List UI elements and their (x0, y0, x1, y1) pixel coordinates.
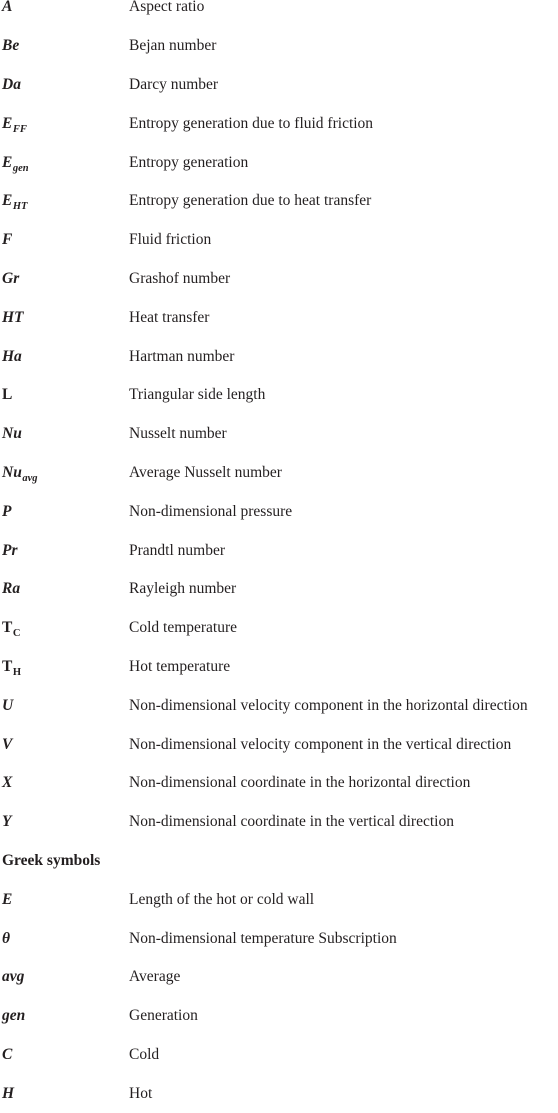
symbol (2, 37, 19, 55)
symbol-description: Entropy generation (129, 153, 249, 171)
nomenclature-row (0, 492, 558, 531)
symbol-subscript: C (12, 628, 21, 640)
symbol-description: Aspect ratio (129, 0, 205, 16)
nomenclature-row (0, 221, 558, 260)
symbol-description: Cold temperature (129, 619, 238, 637)
greek-symbols-heading: Greek symbols (2, 851, 101, 869)
symbol-description: Triangular side length (129, 386, 266, 404)
nomenclature-row (0, 182, 558, 221)
symbol (2, 0, 12, 16)
nomenclature-row (0, 454, 558, 493)
symbol-description: Non-dimensional temperature Subscription (129, 929, 397, 947)
symbol-main: C (2, 1045, 13, 1063)
symbol-main: Ha (2, 347, 22, 365)
symbol (2, 580, 20, 598)
nomenclature-row (0, 803, 558, 842)
symbol-main: θ (2, 929, 11, 947)
nomenclature-row (0, 919, 558, 958)
symbol (2, 386, 12, 404)
symbol-main: L (2, 386, 13, 404)
symbol (2, 1007, 25, 1025)
symbol-main: U (2, 696, 14, 714)
symbol-description: Cold (129, 1045, 160, 1063)
symbol-main: H (2, 1084, 15, 1102)
nomenclature-row (0, 27, 558, 66)
nomenclature-row (0, 66, 558, 105)
symbol (2, 968, 24, 986)
symbol-description: Non-dimensional pressure (129, 502, 293, 520)
symbol (2, 231, 12, 249)
section-heading-row (0, 842, 558, 881)
symbol-main: HT (2, 308, 24, 326)
symbol-main: A (2, 0, 13, 16)
symbol (2, 1085, 14, 1103)
symbol-description: Nusselt number (129, 425, 227, 443)
symbol-main: T (2, 619, 13, 637)
symbol-main: Gr (2, 269, 20, 287)
symbol-main: E (2, 890, 13, 908)
symbol-main: Y (2, 813, 12, 831)
nomenclature-row (0, 1036, 558, 1075)
nomenclature-row (0, 764, 558, 803)
nomenclature-row (0, 298, 558, 337)
symbol-description: Length of the hot or cold wall (129, 890, 315, 908)
symbol-main: gen (2, 1007, 26, 1025)
nomenclature-row (0, 570, 558, 609)
symbol (2, 930, 10, 948)
symbol (2, 192, 28, 213)
symbol-main: F (2, 231, 13, 249)
symbol-description: Average (129, 968, 181, 986)
symbol-description: Heat transfer (129, 308, 210, 326)
symbol-description: Grashof number (129, 269, 231, 287)
symbol (2, 697, 13, 715)
nomenclature-row (0, 104, 558, 143)
symbol-subscript: FF (12, 123, 27, 135)
symbol-description: Generation (129, 1007, 198, 1025)
symbol (2, 115, 27, 133)
nomenclature-row (0, 376, 558, 415)
nomenclature-row (0, 880, 558, 919)
symbol (2, 891, 12, 909)
symbol (2, 542, 18, 560)
symbol-description: Fluid friction (129, 231, 212, 249)
symbol (2, 154, 29, 172)
symbol-description: Darcy number (129, 75, 219, 93)
symbol (2, 270, 19, 288)
symbol-main: X (2, 774, 13, 792)
symbol-main: E (2, 153, 13, 171)
nomenclature-row (0, 1074, 558, 1113)
nomenclature-row (0, 958, 558, 997)
symbol-main: Da (2, 75, 21, 93)
symbol-description: Prandtl number (129, 541, 225, 559)
nomenclature-row (0, 997, 558, 1036)
symbol-description: Non-dimensional velocity component in the vertical direction (129, 735, 512, 753)
symbol-main: E (2, 192, 13, 210)
symbol-description: Bejan number (129, 37, 217, 55)
symbol (2, 1046, 12, 1064)
symbol-description: Entropy generation due to heat transfer (129, 192, 372, 210)
symbol (2, 425, 22, 443)
symbol-main: P (2, 502, 12, 520)
nomenclature-row (0, 415, 558, 454)
symbol (2, 503, 11, 521)
symbol-main: avg (2, 968, 25, 986)
symbol-description: Non-dimensional coordinate in the vertical direction (129, 813, 454, 831)
symbol-description: Entropy generation due to fluid friction (129, 114, 374, 132)
symbol-description: Hot (129, 1084, 153, 1102)
nomenclature-row (0, 725, 558, 764)
symbol-subscript: H (12, 666, 22, 678)
symbol-description: Hot temperature (129, 657, 231, 675)
nomenclature-row (0, 609, 558, 648)
nomenclature-row (0, 531, 558, 570)
symbol-subscript: avg (22, 472, 38, 484)
symbol-description: Rayleigh number (129, 580, 237, 598)
symbol-main: E (2, 114, 13, 132)
symbol-subscript: HT (12, 201, 28, 213)
symbol-description: Average Nusselt number (129, 463, 282, 481)
symbol (2, 736, 12, 754)
symbol (2, 658, 21, 676)
nomenclature-row (0, 260, 558, 299)
symbol-main: Ra (2, 580, 21, 598)
symbol-main: Be (2, 37, 20, 55)
symbol-description: Hartman number (129, 347, 235, 365)
symbol (2, 813, 11, 831)
symbol-description: Non-dimensional velocity component in the horizontal direction (129, 696, 528, 714)
symbol (2, 774, 12, 792)
nomenclature-row (0, 686, 558, 725)
symbol-description: Non-dimensional coordinate in the horizontal direction (129, 774, 471, 792)
symbol (2, 464, 38, 482)
nomenclature-row (0, 0, 558, 27)
nomenclature-row (0, 143, 558, 182)
symbol-main: T (2, 657, 13, 675)
symbol-main: V (2, 735, 13, 753)
symbol (2, 309, 24, 327)
symbol-subscript: gen (12, 162, 29, 174)
symbol (2, 348, 22, 366)
nomenclature-row (0, 648, 558, 687)
symbol (2, 76, 21, 94)
nomenclature-row (0, 337, 558, 376)
symbol-main: Pr (2, 541, 18, 559)
symbol (2, 619, 21, 640)
symbol-main: Nu (2, 425, 22, 443)
symbol-main: Nu (2, 463, 22, 481)
